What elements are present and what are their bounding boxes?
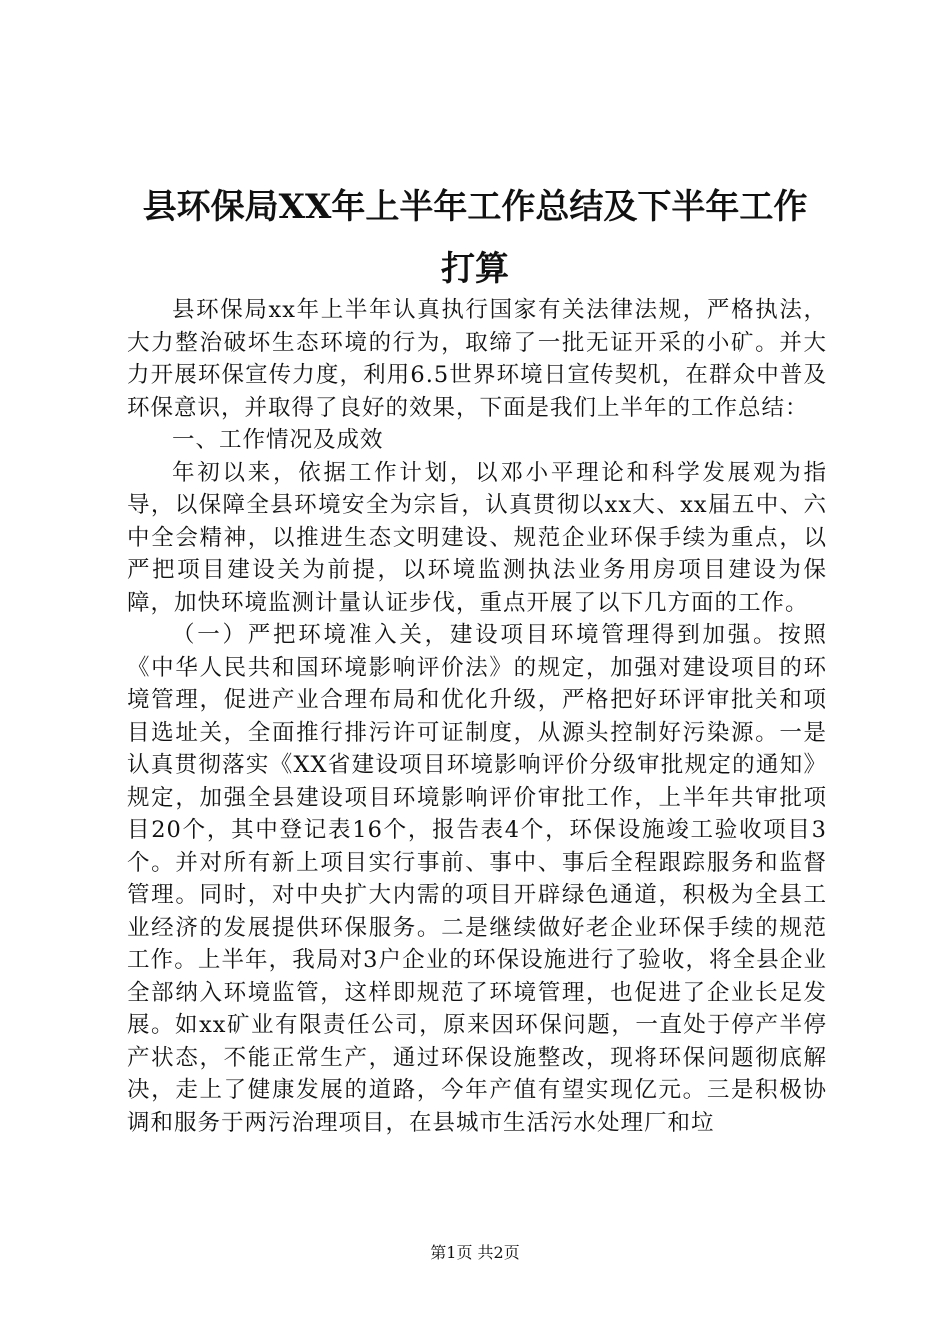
paragraph-item-1: （一）严把环境准入关，建设项目环境管理得到加强。按照《中华人民共和国环境影响评价法》的规定，加强对建设项目的环境管理，促进产业合理布局和优化升级，严格把好环评审批关和项目选址关，全面推行排污许可证制度，从源头控制好污染源。一是认真贯彻落实《XX省建设项目环境影响评价分级审批规定的通知》规定，加强全县建设项目环境影响评价审批工作，上半年共审批项目20个，其中登记表16个，报告表4个，环保设施竣工验收项目3个。并对所有新上项目实行事前、事中、事后全程跟踪服务和监督管理。同时，对中央扩大内需的项目开辟绿色通道，积极为全县工业经济的发展提供环保服务。二是继续做好老企业环保手续的规范工作。上半年，我局对3户企业的环保设施进行了验收，将全县企业全部纳入环境监管，这样即规范了环境管理，也促进了企业长足发展。如xx矿业有限责任公司，原来因环保问题，一直处于停产半停产状态，不能正常生产，通过环保设施整改，现将环保问题彻底解决，走上了健康发展的道路，今年产值有望实现亿元。三是积极协调和服务于两污治理项目，在县城市生活污水处理厂和垃: [127, 622, 827, 1136]
section-heading-1: 一、工作情况及成效: [172, 427, 384, 453]
paragraph-intro: 县环保局xx年上半年认真执行国家有关法律法规，严格执法，大力整治破坏生态环境的行为，取缔了一批无证开采的小矿。并大力开展环保宣传力度，利用6.5世界环境日宣传契机，在群众中普及环保意识，并取得了良好的效果，下面是我们上半年的工作总结：: [127, 297, 827, 421]
page-footer: 第1页 共2页: [430, 1243, 520, 1262]
document-title-line-1: 县环保局XX年上半年工作总结及下半年工作: [142, 187, 808, 227]
document-title-line-2: 打算: [441, 249, 509, 289]
document-body: [127, 294, 827, 1139]
paragraph-overview: 年初以来，依据工作计划，以邓小平理论和科学发展观为指导，以保障全县环境安全为宗旨，认真贯彻以xx大、xx届五中、六中全会精神，以推进生态文明建设、规范企业环保手续为重点，以严把项目建设关为前提，以环境监测执法业务用房项目建设为保障，加快环境监测计量认证步伐，重点开展了以下几方面的工作。: [127, 459, 827, 616]
